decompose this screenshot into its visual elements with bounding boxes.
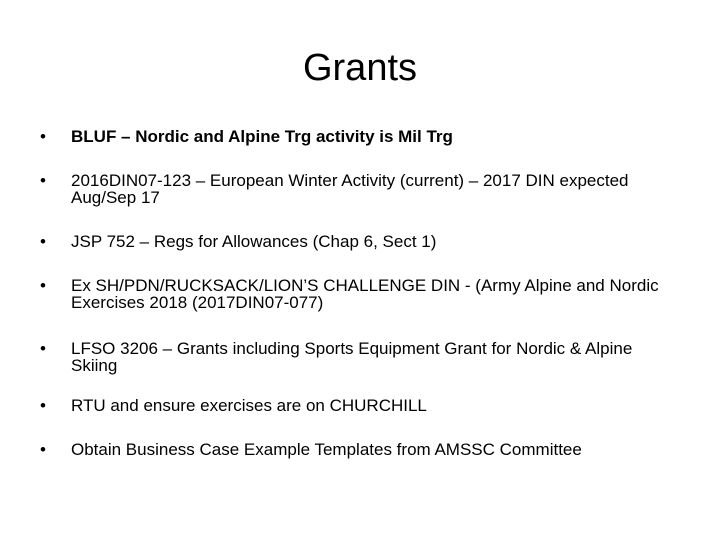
bullet-icon: •: [40, 127, 46, 146]
bullet-text: RTU and ensure exercises are on CHURCHILL: [71, 396, 427, 415]
bullet-icon: •: [40, 339, 46, 358]
bullet-icon: •: [40, 171, 46, 190]
bullet-item-rtu: [40, 397, 680, 414]
bullet-text: Obtain Business Case Example Templates from AMSSC Committee: [71, 440, 582, 459]
bullet-item-business-case: [40, 441, 680, 458]
slide-title: Grants: [302, 47, 418, 89]
bullet-item-din: [40, 172, 680, 206]
bullet-item-bluf: [40, 128, 680, 145]
bullet-item-jsp: [40, 233, 680, 250]
bullet-icon: •: [40, 276, 46, 295]
bullet-text: BLUF – Nordic and Alpine Trg activity is Mil Trg: [71, 127, 453, 146]
bullet-text: LFSO 3206 – Grants including Sports Equipment Grant for Nordic & Alpine Skiing: [71, 339, 633, 375]
bullet-text: 2016DIN07-123 – European Winter Activity (current) – 2017 DIN expected Aug/Sep 17: [71, 171, 629, 207]
bullet-text: JSP 752 – Regs for Allowances (Chap 6, Sect 1): [71, 232, 437, 251]
bullet-icon: •: [40, 396, 46, 415]
bullet-icon: •: [40, 232, 46, 251]
bullet-item-exercise-din: [40, 277, 680, 311]
bullet-text: Ex SH/PDN/RUCKSACK/LION’S CHALLENGE DIN - (Army Alpine and Nordic Exercises 2018 (2017DIN07-077): [71, 276, 659, 312]
bullet-icon: •: [40, 440, 46, 459]
bullet-item-lfso: [40, 340, 680, 374]
